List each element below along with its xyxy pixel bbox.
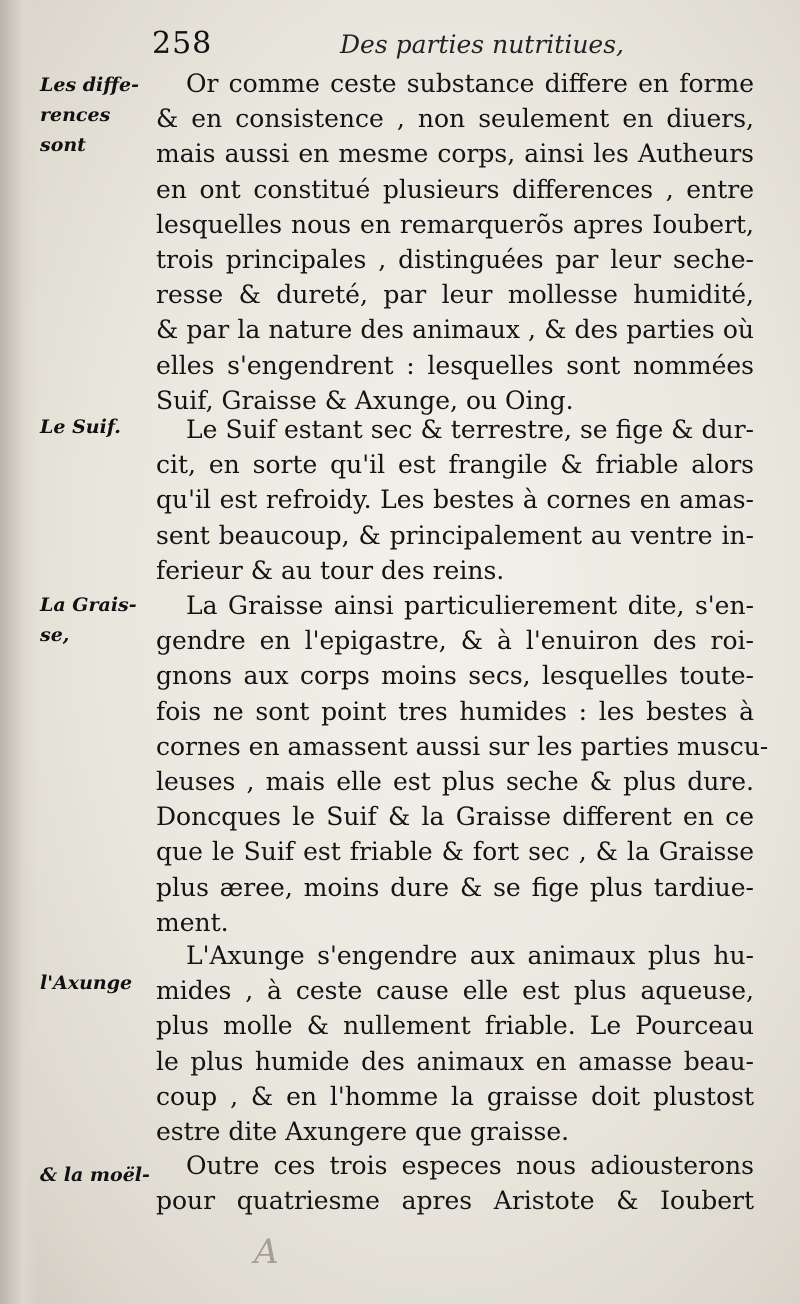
text-line: & par la nature des animaux , & des parties où: [156, 315, 754, 345]
text-line: estre dite Axungere que graisse.: [156, 1117, 570, 1147]
text-line: cit, en sorte qu'il est frangile & friable alors: [156, 450, 754, 480]
paragraph-outre: [156, 1148, 754, 1218]
text-line: mais aussi en mesme corps, ainsi les Autheurs: [156, 139, 754, 169]
margin-note-axunge: l'Axunge: [40, 972, 133, 994]
text-line: Or comme ceste substance differe en forme: [186, 69, 754, 98]
text-line: lesquelles nous en remarquerõs apres Ioubert,: [156, 209, 754, 239]
text-line: L'Axunge s'engendre aux animaux plus hu-: [186, 941, 754, 970]
margin-note-moelle: & la moël-: [40, 1164, 150, 1186]
paragraph-differences: [156, 66, 754, 418]
text-line: elles s'engendrent : lesquelles sont nommées: [156, 350, 754, 380]
text-line: & en consistence , non seulement en diuers,: [156, 104, 754, 134]
text-line: cornes en amassent aussi sur les parties muscu-: [156, 731, 769, 761]
text-line: ment.: [156, 907, 229, 937]
paragraph-suif: [156, 412, 754, 588]
text-line: que le Suif est friable & fort sec , & la Graisse: [156, 837, 754, 867]
text-line: en ont constitué plusieurs differences , entre: [156, 174, 754, 204]
running-head: Des parties nutritiues,: [340, 30, 624, 59]
margin-note-suif: Le Suif.: [40, 416, 121, 438]
text-line: leuses , mais elle est plus seche & plus dure.: [156, 767, 754, 797]
text-line: resse & dureté, par leur mollesse humidité,: [156, 280, 754, 310]
text-line: plus molle & nullement friable. Le Pourceau: [156, 1011, 754, 1041]
text-line: trois principales , distinguées par leur seche-: [156, 245, 754, 275]
text-line: Le Suif estant sec & terrestre, se fige & dur-: [186, 415, 754, 444]
text-line: fois ne sont point tres humides : les bestes à: [156, 696, 754, 726]
text-line: qu'il est refroidy. Les bestes à cornes en amas-: [156, 485, 754, 515]
signature-mark: A: [254, 1232, 279, 1272]
text-line: mides , à ceste cause elle est plus aqueuse,: [156, 976, 754, 1006]
page-number: 258: [152, 26, 213, 61]
text-line: Doncques le Suif & la Graisse different en ce: [156, 802, 754, 832]
page-header: [152, 26, 772, 66]
text-line: ferieur & au tour des reins.: [156, 555, 505, 585]
margin-note-differences: Les diffe- rences sont: [40, 74, 139, 156]
paragraph-graisse: [156, 588, 769, 940]
text-line: coup , & en l'homme la graisse doit plustost: [156, 1081, 754, 1111]
margin-note-graisse: La Grais- se,: [40, 594, 137, 646]
text-line: plus æree, moins dure & se fige plus tardiue-: [156, 872, 754, 902]
text-line: sent beaucoup, & principalement au ventre in-: [156, 520, 754, 550]
text-line: Outre ces trois especes nous adiousterons: [186, 1151, 754, 1180]
page-gutter-shadow: [0, 0, 38, 1304]
text-line: gendre en l'epigastre, & à l'enuiron des roi-: [156, 626, 754, 656]
text-line: pour quatriesme apres Aristote & Ioubert: [156, 1186, 754, 1216]
text-line: le plus humide des animaux en amasse beau-: [156, 1046, 754, 1076]
text-line: gnons aux corps moins secs, lesquelles toute-: [156, 661, 754, 691]
text-line: Suif, Graisse & Axunge, ou Oing.: [156, 385, 574, 415]
paragraph-axunge: [156, 938, 754, 1149]
text-line: La Graisse ainsi particulierement dite, s'en-: [186, 591, 754, 620]
